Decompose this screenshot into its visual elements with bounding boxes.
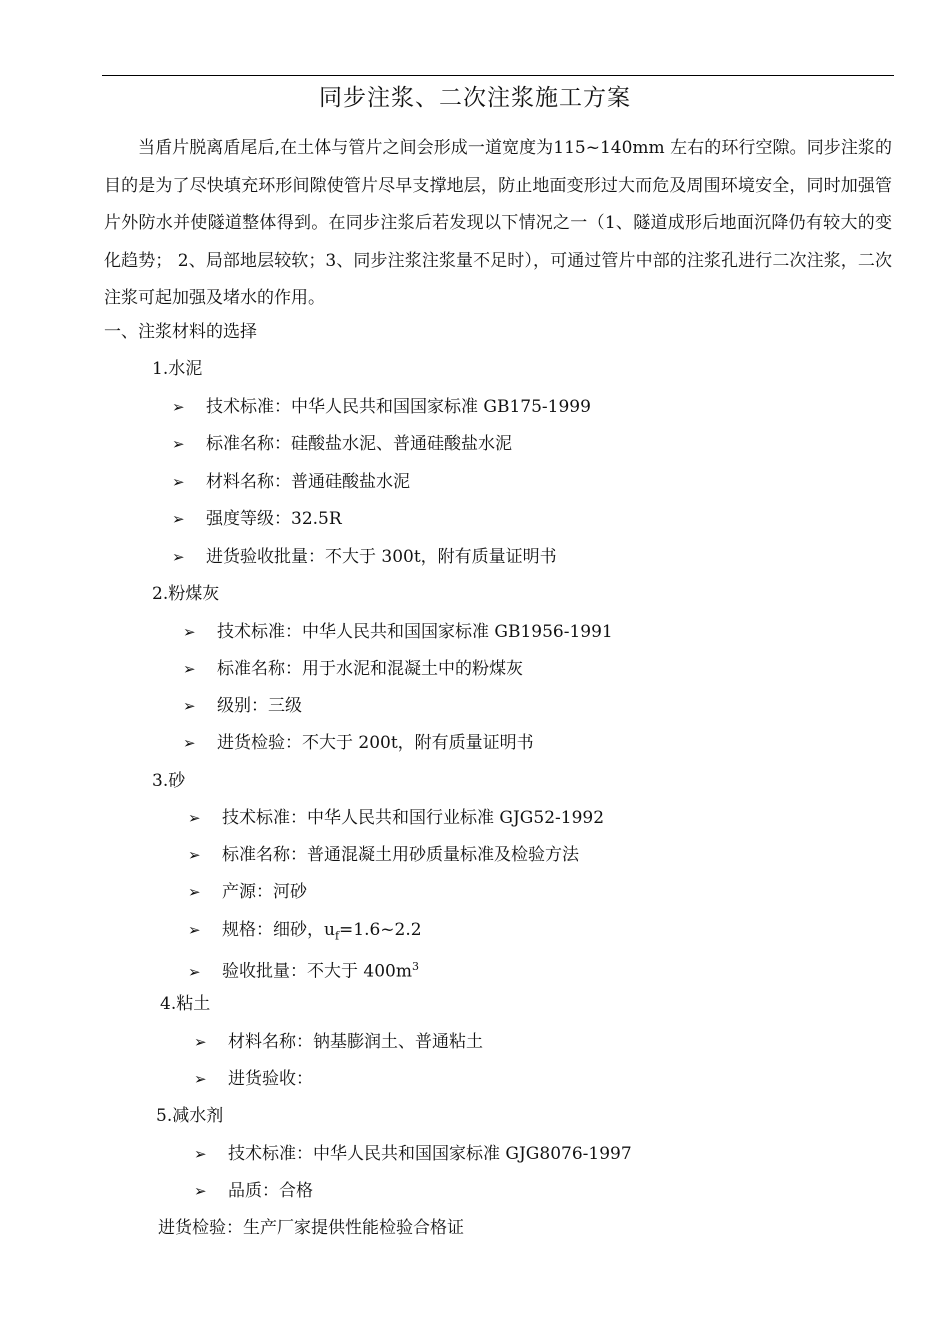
list-item: ➢ 进货验收批量：不大于 300t，附有质量证明书 xyxy=(172,547,557,567)
list-item: ➢ 进货验收： xyxy=(194,1069,313,1089)
list-item: ➢ 材料名称：普通硅酸盐水泥 xyxy=(172,472,410,492)
arrow-bullet-icon: ➢ xyxy=(188,962,201,981)
subheading-sand: 3.砂 xyxy=(152,771,186,791)
arrow-bullet-icon: ➢ xyxy=(194,1033,207,1051)
subheading-water-reducer: 5.减水剂 xyxy=(156,1106,224,1126)
arrow-bullet-icon: ➢ xyxy=(172,510,185,528)
arrow-bullet-icon: ➢ xyxy=(188,809,201,827)
section-heading-materials: 一、注浆材料的选择 xyxy=(104,322,257,342)
arrow-bullet-icon: ➢ xyxy=(183,734,196,752)
list-item: ➢ 技术标准：中华人民共和国行业标准 GJG52-1992 xyxy=(188,808,605,828)
arrow-bullet-icon: ➢ xyxy=(172,548,185,566)
list-item: ➢ 级别：三级 xyxy=(183,696,302,716)
subheading-cement: 1.水泥 xyxy=(152,359,203,379)
list-item: ➢ 产源：河砂 xyxy=(188,882,307,902)
arrow-bullet-icon: ➢ xyxy=(188,883,201,901)
arrow-bullet-icon: ➢ xyxy=(194,1145,207,1163)
arrow-bullet-icon: ➢ xyxy=(183,623,196,641)
arrow-bullet-icon: ➢ xyxy=(183,697,196,715)
list-item: ➢ 技术标准：中华人民共和国国家标准 GJG8076-1997 xyxy=(194,1144,632,1164)
arrow-bullet-icon: ➢ xyxy=(183,660,196,678)
list-item: ➢ 品质：合格 xyxy=(194,1181,313,1201)
list-item: ➢ 标准名称：用于水泥和混凝土中的粉煤灰 xyxy=(183,659,523,679)
arrow-bullet-icon: ➢ xyxy=(172,398,185,416)
list-item: ➢ 材料名称：钠基膨润土、普通粘土 xyxy=(194,1032,483,1052)
arrow-bullet-icon: ➢ xyxy=(188,846,201,864)
arrow-bullet-icon: ➢ xyxy=(194,1182,207,1200)
list-item: ➢ 规格：细砂，$u_f=1.6\sim 2.2$ xyxy=(188,920,422,943)
list-item: ➢ 技术标准：中华人民共和国国家标准 GB175-1999 xyxy=(172,397,591,417)
list-item: ➢ 强度等级：32.5R xyxy=(172,509,342,529)
subheading-flyash: 2.粉煤灰 xyxy=(152,584,220,604)
header-rule xyxy=(102,75,894,76)
arrow-bullet-icon: ➢ xyxy=(172,435,185,453)
list-item: ➢ 进货检验：不大于 200t，附有质量证明书 xyxy=(183,733,534,753)
arrow-bullet-icon: ➢ xyxy=(172,473,185,491)
list-item: ➢ 验收批量：不大于 $400m^3$ xyxy=(188,960,419,982)
list-item: ➢ 标准名称：硅酸盐水泥、普通硅酸盐水泥 xyxy=(172,434,512,454)
list-item: ➢ 技术标准：中华人民共和国国家标准 GB1956-1991 xyxy=(183,622,613,642)
arrow-bullet-icon: ➢ xyxy=(188,921,201,939)
list-item: ➢ 标准名称：普通混凝土用砂质量标准及检验方法 xyxy=(188,845,579,865)
intro-paragraph: 当盾片脱离盾尾后,在土体与管片之间会形成一道宽度为115~140mm 左右的环行空隙。同步注浆的目的是为了尽快填充环形间隙使管片尽早支撑地层，防止地面变形过大而危及周围环境安全，同时加强管片外防水并使隧道整体得到。在同步注浆后若发现以下情况之一（1、隧道成形后地面沉降仍有较大的变化趋势； 2、局部地层较软；3、同步注浆注浆量不足时），可通过管片中部的注浆孔进行二次注浆，二次注浆可起加强及堵水的作用。 xyxy=(104,138,892,308)
document-title: 同步注浆、二次注浆施工方案 xyxy=(319,85,631,111)
subheading-clay: 4.粘土 xyxy=(160,994,211,1014)
arrow-bullet-icon: ➢ xyxy=(194,1070,207,1088)
final-note: 进货检验：生产厂家提供性能检验合格证 xyxy=(158,1218,464,1238)
